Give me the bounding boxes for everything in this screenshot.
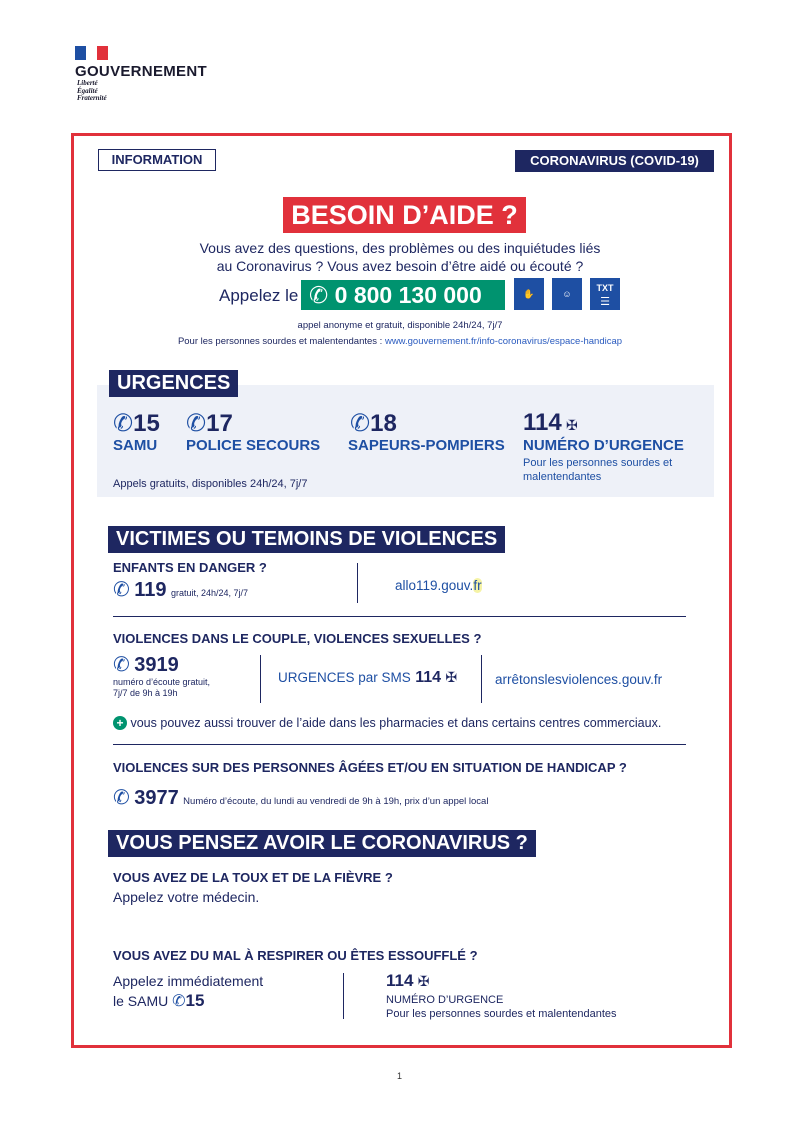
samu-label: SAMU [113, 437, 158, 454]
corona-114[interactable]: 114 ✠ [386, 971, 430, 990]
urgence-114-label: NUMÉRO D’URGENCE [523, 437, 684, 454]
violences-title: VICTIMES OU TEMOINS DE VIOLENCES [108, 526, 505, 553]
corona-114-label: NUMÉRO D’URGENCE Pour les personnes sourdes et malentendantes [386, 994, 617, 1020]
sms-urgence[interactable]: URGENCES par SMS 114 ✠ [278, 669, 458, 686]
sign-language-icon[interactable]: ✋ [514, 278, 544, 310]
hero-notes: appel anonyme et gratuit, disponible 24h/24, 7j/7 Pour les personnes sourdes et malentendantes : www.gouvernement.fr/info-coronavirus/espace-handicap [177, 320, 623, 347]
urgence-114-note: Pour les personnes sourdes et malentendantes [523, 457, 673, 483]
handicap-link[interactable]: www.gouvernement.fr/info-coronavirus/espace-handicap [384, 336, 623, 347]
pharma-note: + vous pouvez aussi trouver de l’aide dans les pharmacies et dans certains centres commerciaux. [113, 716, 661, 730]
divider [357, 563, 358, 603]
covid-tag: CORONAVIRUS (COVID-19) [515, 150, 714, 172]
deaf-icon: ✠ [445, 670, 458, 686]
divider [113, 744, 686, 745]
hero-subtitle: Vous avez des questions, des problèmes ou des inquiétudes liés au Coronavirus ? Vous avez besoin d’être aidé ou écouté ? [199, 240, 601, 274]
agees-number[interactable]: ✆ 3977 Numéro d’écoute, du lundi au vendredi de 9h à 19h, prix d’un appel local [113, 787, 489, 809]
info-tag: INFORMATION [98, 149, 216, 171]
phone-icon: ✆ [113, 410, 134, 437]
lip-reading-icon[interactable]: ☺ [552, 278, 582, 310]
phone-icon: ✆ [186, 410, 207, 437]
phone-icon: ✆ [309, 282, 329, 308]
deaf-icon: ✠ [566, 418, 578, 434]
call-label: Appelez le [219, 286, 299, 305]
urgences-free-note: Appels gratuits, disponibles 24h/24, 7j/7 [113, 478, 308, 490]
phone-icon: ✆ [113, 787, 130, 809]
page-number: 1 [397, 1071, 403, 1081]
deaf-icon: ✠ [417, 974, 430, 990]
plus-icon: + [113, 716, 127, 730]
corona-a2: Appelez immédiatement le SAMU ✆15 [113, 973, 264, 1010]
samu-number[interactable]: ✆15 [113, 410, 160, 437]
samu-15[interactable]: 15 [185, 991, 205, 1010]
enfants-number[interactable]: ✆ 119 gratuit, 24h/24, 7j/7 [113, 579, 248, 601]
phone-icon: ✆ [113, 654, 130, 676]
pompiers-label: SAPEURS-POMPIERS [348, 437, 505, 454]
divider [260, 655, 261, 703]
couple-number[interactable]: ✆ 3919 [113, 654, 179, 676]
txt-icon[interactable]: TXT ☰ [590, 278, 620, 310]
gov-motto: Liberté Égalité Fraternité [77, 79, 107, 102]
flag-logo [75, 46, 109, 60]
arretons-link[interactable]: arrêtonslesviolences.gouv.fr [495, 672, 663, 687]
urgences-title: URGENCES [109, 370, 238, 397]
corona-q1: VOUS AVEZ DE LA TOUX ET DE LA FIÈVRE ? [113, 870, 393, 885]
corona-q2: VOUS AVEZ DU MAL À RESPIRER OU ÊTES ESSOUFFLÉ ? [113, 948, 478, 963]
enfants-title: ENFANTS EN DANGER ? [113, 560, 267, 575]
agees-title: VIOLENCES SUR DES PERSONNES ÂGÉES ET/OU EN SITUATION DE HANDICAP ? [113, 760, 627, 775]
allo119-link[interactable]: allo119.gouv.fr [395, 578, 482, 593]
divider [343, 973, 344, 1019]
corona-a1: Appelez votre médecin. [113, 889, 260, 905]
divider [113, 616, 686, 617]
couple-title: VIOLENCES DANS LE COUPLE, VIOLENCES SEXUELLES ? [113, 631, 482, 646]
couple-note: numéro d’écoute gratuit, 7j/7 de 9h à 19h [113, 677, 211, 698]
police-label: POLICE SECOURS [186, 437, 321, 454]
corona-title: VOUS PENSEZ AVOIR LE CORONAVIRUS ? [108, 830, 536, 857]
main-title: BESOIN D’AIDE ? [283, 197, 526, 233]
urgence-114-number[interactable]: 114 ✠ [523, 409, 578, 436]
phone-icon: ✆ [113, 579, 130, 601]
police-number[interactable]: ✆17 [186, 410, 233, 437]
phone-icon: ✆ [172, 993, 186, 1010]
phone-icon: ✆ [350, 410, 371, 437]
divider [481, 655, 482, 703]
gov-title: GOUVERNEMENT [75, 63, 207, 80]
hotline-number[interactable]: ✆ 0 800 130 000 [301, 280, 505, 310]
pompiers-number[interactable]: ✆18 [350, 410, 397, 437]
